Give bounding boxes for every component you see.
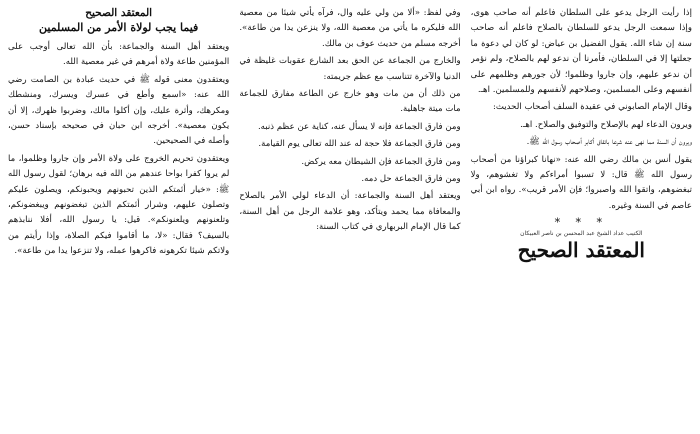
document-title: المعتقد الصحيح: [85, 7, 153, 19]
paragraph: إذا رأيت الرجل يدعو على السلطان فاعلم أنه صاحب هوى، وإذا سمعت الرجل يدعو للسلطان بالصلاح فاعلم أنه صاحب سنة إن شاء الله. يقول الفضيل بن عياض: لو كان لي دعوة ما جعلتها إلا في السلطان، فأمرنا أن ندعو لهم بالصلاح، ولم نؤمر أن ندعو عليهم، وإن جاروا وظلموا؛ لأن جورهم وظلمهم على أنفسهم وعلى المسلمين، وصلاحهم لأنفسهم وللمسلمين. اهـ.: [470, 8, 692, 96]
paragraph: ويعتقد أهل السنة والجماعة: بأن الله تعالى أوجب على المؤمنين طاعة ولاة أمرهم في غير معصية الله.: [8, 42, 230, 68]
paragraph: ومن فارق الجماعة فلا حجة له عند الله تعالى يوم القيامة.: [258, 139, 461, 150]
logo-caption: الكتيب عداد الشيخ عبد المحسن بن ناصر العبيكان: [520, 230, 643, 238]
paragraph: والخارج من الجماعة عن الحق بعد الشارع عقوبات غليظة في الدنيا والآخرة تتناسب مع عظم جريمته:: [239, 56, 461, 82]
paragraph: ومن فارق الجماعة حل دمه.: [361, 174, 461, 185]
paragraph: ويعتقد أهل السنة والجماعة: أن الدعاء لولي الأمر بالصلاح والمعافاة مما يحمد ويتأكد، وهو علامة الرجل من أهل السنة، كما قال الإمام البربهاري في كتاب السنة:: [239, 191, 461, 233]
column-right: [8, 6, 229, 430]
paragraph: يقول أنس بن مالك رضي الله عنه: «نهانا كبراؤنا من أصحاب رسول الله ﷺ قال: لا تسبوا أمراءكم ولا تغشوهم، ولا تبغضوهم، واتقوا الله واصبروا؛ فإن الأمر قريب». رواه ابن أبي عاصم في السنة وغيره.: [470, 154, 692, 211]
paragraph: ومن فارق الجماعة فإنه لا يسأل عنه، كناية عن عظم ذنبه.: [257, 121, 461, 132]
paragraph: وقال الإمام الصابوني في عقيدة السلف أصحاب الحديث:: [492, 102, 692, 113]
document-subtitle: فيما يجب لولاة الأمر من المسلمين: [39, 21, 199, 34]
section-divider-stars: * * *: [554, 216, 609, 230]
column-middle: [239, 6, 460, 430]
paragraph: ومن فارق الجماعة فإن الشيطان معه يركض.: [301, 156, 461, 167]
paragraph: من ذلك أن من مات وهو خارج عن الطاعة مفارق للجماعة مات ميتة جاهلية.: [239, 89, 461, 115]
paragraph: ويعتقدون تحريم الخروج على ولاة الأمر وإن جاروا وظلموا، ما لم يروا كفرا بواحا عندهم من الله فيه برهان؛ لقول رسول الله ﷺ: «خيار أئمتكم الذين تحبونهم ويحبونكم، ويصلون عليكم وتصلون عليهم، وشرار أئمتكم الذين تبغضونهم ويبغضونكم، وتلعنونهم ويلعنونكم». قيل: يا رسول الله، أفلا ننابذهم بالسيف؟ فقال: «لا، ما أقاموا فيكم الصلاة، وإذا رأيتم من ولاتكم شيئا تكرهونه فاكرهوا عمله، ولا تنزعوا يدا من طاعة».: [8, 153, 230, 257]
footer: [471, 216, 692, 262]
paragraph: ويرون أن السنة مما نهى عنه شرعا باتفاق أكابر أصحاب رسول الله ﷺ.: [526, 137, 692, 148]
column-left: [471, 6, 692, 430]
paragraph: وفي لفظ: «ألا من ولي عليه وال، فرآه يأتي شيئا من معصية الله فليكره ما يأتي من معصية الله، ولا ينزعن يدا من طاعة». أخرجه مسلم من حديث عوف بن مالك.: [239, 8, 461, 49]
paragraph: ويعتقدون معنى قوله ﷺ في حديث عبادة بن الصامت رضي الله عنه: «اسمع وأطع في عسرك ويسرك، ومنشطك ومكرهك، وأثرة عليك، وإن أكلوا مالك، وضربوا ظهرك، إلا أن يكون معصية». أخرجه ابن حبان في صحيحه بإسناد حسن، وأصله في الصحيحين.: [8, 74, 230, 147]
paragraph: ويرون الدعاء لهم بالإصلاح والتوفيق والصلاح. اهـ.: [520, 119, 692, 130]
calligraphy-logo: المعتقد الصحيح: [517, 238, 645, 263]
